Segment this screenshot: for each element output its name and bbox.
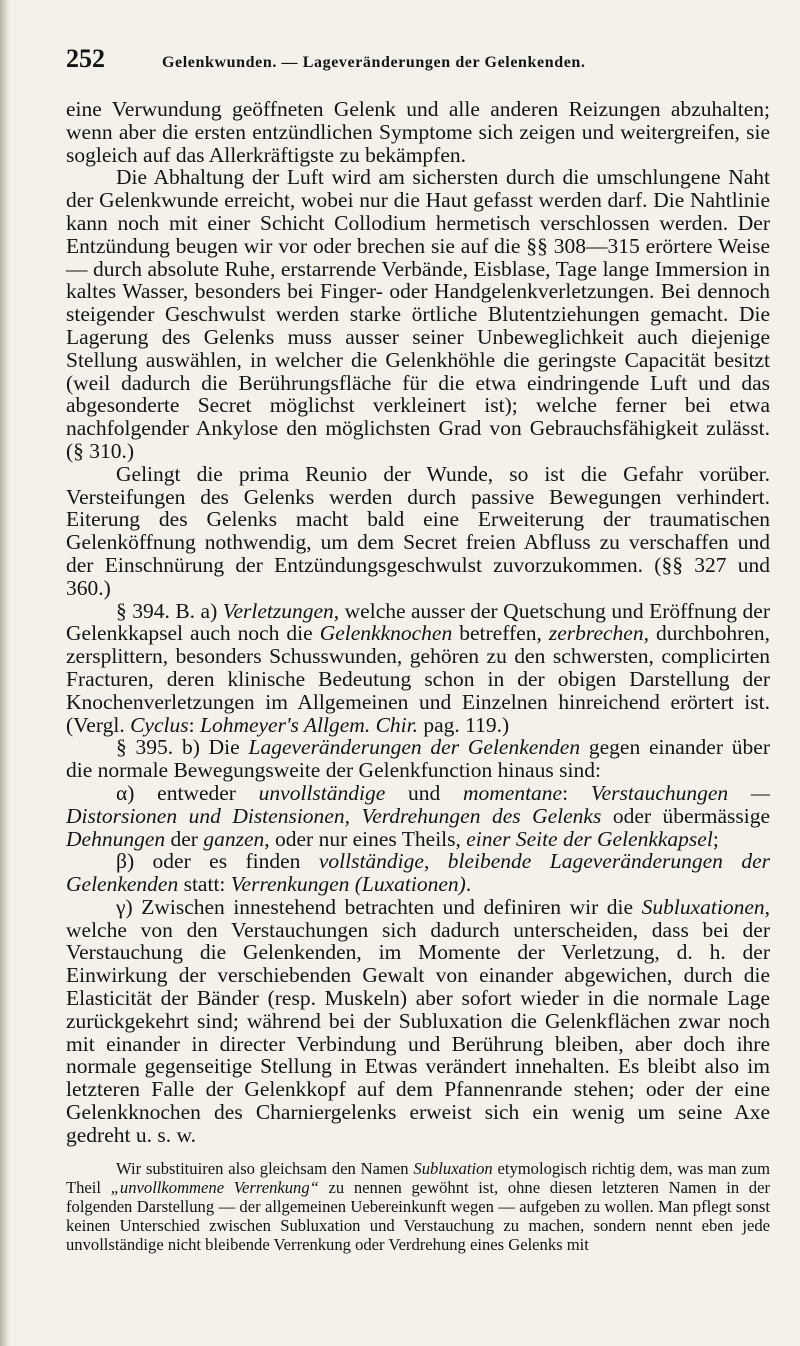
page-number: 252	[66, 44, 105, 73]
paragraph-prima-reunio: Gelingt die prima Reunio der Wunde, so ist die Gefahr vorüber. Versteifungen des Gelenks werden durch passive Bewegungen verhindert. Eiterung des Gelenks macht bald eine Erweiterung der traumatischen Gelenköffnung nothwendig, um dem Secret freien Abfluss zu verschaffen und der Einschnürung der Entzündungsgeschwulst zuvorzukommen. (§§ 327 und 360.)	[66, 461, 770, 600]
footnote: Wir substituiren also gleichsam den Namen Subluxation etymologisch richtig dem, was man zum Theil „unvollkommene Verrenkung“ zu nennen gewöhnt ist, ohne diesen letzteren Namen in der folgenden Darstellung — der allgemeinen Uebereinkunft wegen — aufgeben zu wollen. Man pflegt sonst keinen Unterschied zwischen Subluxation und Verstauchung zu machen, sondern nennt eben jede unvollständige nicht bleibende Verrenkung oder Verdrehung eines Gelenks mit	[66, 1158, 770, 1255]
item-beta: β) oder es finden vollständige, bleibende Lageveränderungen der Gelenkenden statt: Verrenkungen (Luxationen).	[66, 849, 770, 897]
section-395: § 395. b) Die Lageveränderungen der Gelenkenden gegen einander über die normale Bewegungsweite der Gelenkfunction hinaus sind:	[66, 735, 771, 783]
body-text	[66, 98, 770, 1147]
paragraph-continuation: eine Verwundung geöffneten Gelenk und alle anderen Reizungen abzuhalten; wenn aber die ersten entzündlichen Symptome sich zeigen und weitergreifen, sie sogleich auf das Allerkräftigste zu bekämpfen.	[66, 97, 770, 167]
running-title: Gelenkwunden. — Lageveränderungen der Gelenkenden.	[162, 54, 586, 71]
section-394: § 394. B. a) Verletzungen, welche ausser der Quetschung und Eröffnung der Gelenkkapsel auch noch die Gelenkknochen betreffen, zerbrechen, durchbohren, zersplittern, besonders Schusswunden, gehören zu den schwersten, complicirten Fracturen, deren klinische Bedeutung schon in der obigen Darstellung der Knochenverletzungen im Allgemeinen und Einzelnen hinreichend erörtert ist. (Vergl. Cyclus: Lohmeyer's Allgem. Chir. pag. 119.)	[66, 598, 770, 737]
gutter-shadow	[0, 0, 10, 1346]
item-gamma: γ) Zwischen innestehend betrachten und definiren wir die Subluxationen, welche von den Verstauchungen sich dadurch unterscheiden, dass bei der Verstauchung die Gelenkenden, im Momente der Verletzung, d. h. der Einwirkung der verschiebenden Gewalt von einander abgewichen, durch die Elasticität der Bänder (resp. Muskeln) aber sofort wieder in die normale Lage zurückgekehrt sind; während bei der Subluxation die Gelenkflächen zwar noch mit einander in directer Verbindung und Berührung bleiben, aber doch ihre normale gegenseitige Stellung in Etwas verändert innehalten. Es bleibt also im letzteren Falle der Gelenkkopf auf dem Pfannenrande stehen; oder der eine Gelenkknochen des Charniergelenks erweist sich ein wenig um seine Axe gedreht u. s. w.	[66, 894, 770, 1147]
item-alpha: α) entweder unvollständige und momentane: Verstauchungen — Distorsionen und Distensionen, Verdrehungen des Gelenks oder übermässige Dehnungen der ganzen, oder nur eines Theils, einer Seite der Gelenkkapsel;	[66, 780, 771, 851]
running-head	[66, 44, 770, 84]
paragraph-air-exclusion: Die Abhaltung der Luft wird am sichersten durch die umschlungene Naht der Gelenkwunde erreicht, wobei nur die Haut gefasst werden darf. Die Nahtlinie kann noch mit einer Schicht Collodium hermetisch verschlossen werden. Der Entzündung beugen wir vor oder brechen sie auf die §§ 308—315 erörtere Weise — durch absolute Ruhe, erstarrende Verbände, Eisblase, Tage lange Immersion in kaltes Wasser, besonders bei Finger- oder Handgelenkverletzungen. Bei dennoch steigender Geschwulst werden starke örtliche Blutentziehungen gemacht. Die Lagerung des Gelenks muss ausser seiner Unbeweglichkeit auch diejenige Stellung auswählen, in welcher die Gelenkhöhle die geringste Capacität besitzt (weil dadurch die Berührungsfläche für die etwa eindringende Luft und das abgesonderte Secret möglichst verkleinert ist); welche ferner bei etwa nachfolgender Ankylose den möglichsten Grad von Gebrauchsfähigkeit zulässt. (§ 310.)	[66, 165, 770, 463]
